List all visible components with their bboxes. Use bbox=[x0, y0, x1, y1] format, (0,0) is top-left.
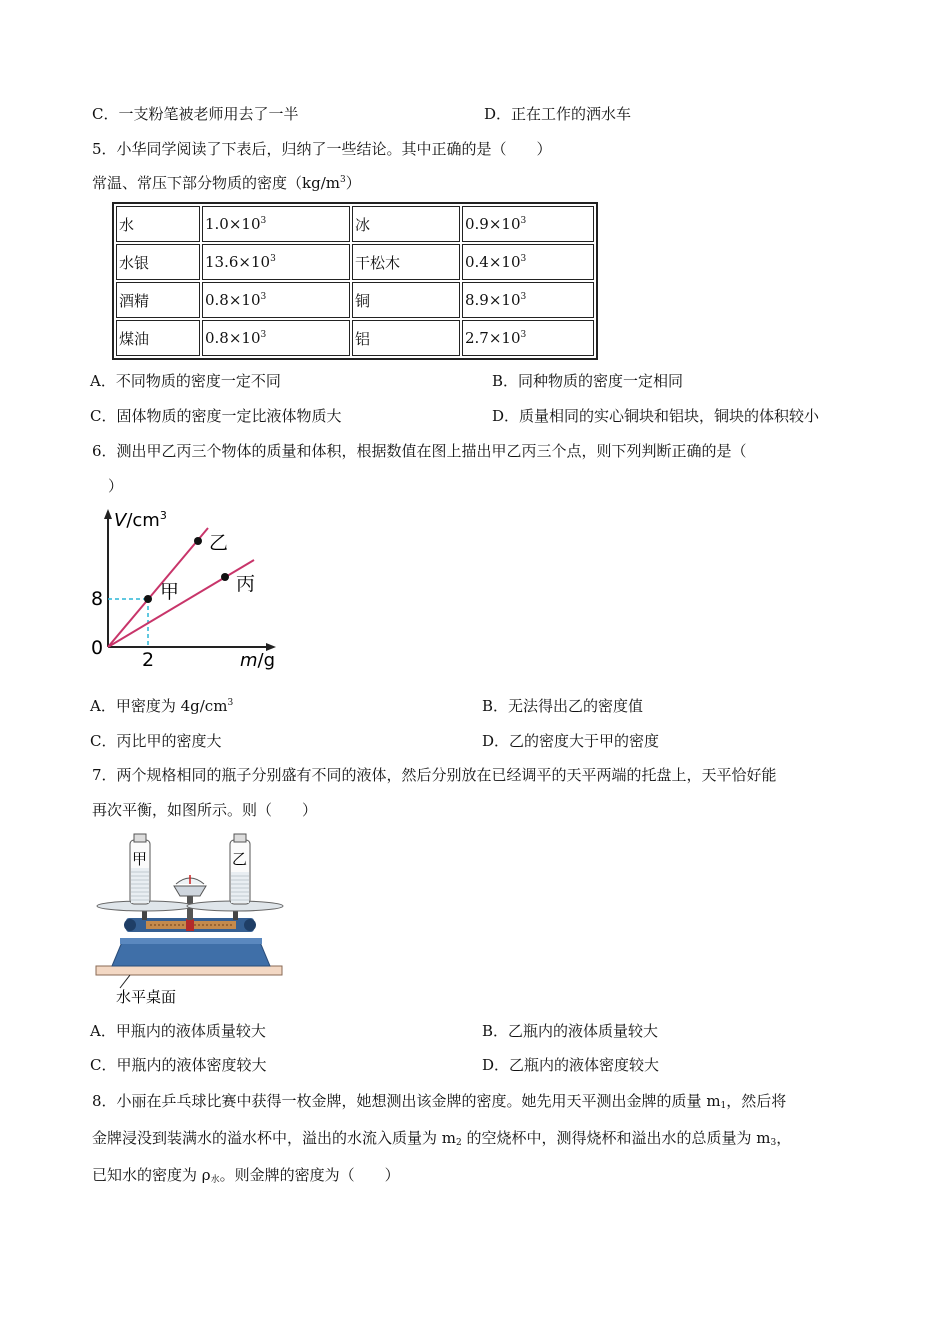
y-axis-arrow bbox=[104, 509, 112, 519]
q7-option-d: D．乙瓶内的液体密度较大 bbox=[482, 1056, 660, 1074]
rider bbox=[186, 919, 194, 931]
label-jia: 甲 bbox=[160, 581, 180, 603]
q7-option-c: C．甲瓶内的液体密度较大 bbox=[90, 1056, 267, 1074]
substance-name: 酒精 bbox=[116, 282, 200, 318]
point-bing bbox=[221, 573, 229, 581]
q8-stem-line3: 已知水的密度为 $\rho_水$。则金牌的密度为（ ） bbox=[92, 1166, 400, 1185]
q5-table-caption: 常温、常压下部分物质的密度$(kg/m^3)$ bbox=[92, 174, 361, 192]
table-surface bbox=[96, 966, 282, 975]
left-knob bbox=[124, 919, 136, 931]
x-tick-2: 2 bbox=[142, 649, 155, 671]
v-m-graph bbox=[84, 504, 284, 676]
bottle-right-liquid bbox=[231, 872, 249, 903]
density-value: $8.9\times 10^3$ bbox=[462, 282, 594, 318]
table-label: 水平桌面 bbox=[116, 988, 177, 1006]
q8-stem-line2: 金牌浸没到装满水的溢水杯中，溢出的水流入质量为 $m_2$ 的空烧杯中，测得烧杯和溢出水的总质量为 $m_3$， bbox=[92, 1129, 792, 1148]
q8-stem-line1: 8．小丽在乒乓球比赛中获得一枚金牌，她想测出该金牌的密度。她先用天平测出金牌的质量 $m_1$，然后将 bbox=[92, 1092, 787, 1111]
scale-base-top bbox=[120, 938, 262, 944]
q5-stem: 5．小华同学阅读了下表后，归纳了一些结论。其中正确的是（ ） bbox=[92, 140, 552, 158]
q7-stem-line2: 再次平衡，如图所示。则（ ） bbox=[92, 801, 318, 819]
q7-stem-line1: 7．两个规格相同的瓶子分别盛有不同的液体，然后分别放在已经调平的天平两端的托盘上，天平恰好能 bbox=[92, 766, 777, 784]
origin-label: 0 bbox=[91, 637, 104, 659]
density-table-row bbox=[116, 206, 594, 242]
density-value: $0.8\times 10^3$ bbox=[202, 282, 350, 318]
density-value: $0.8\times 10^3$ bbox=[202, 320, 350, 356]
density-table-row bbox=[116, 282, 594, 318]
q6-stem-line1: 6．测出甲乙丙三个物体的质量和体积，根据数值在图上描出甲乙丙三个点，则下列判断正确的是（ bbox=[92, 442, 747, 460]
substance-name: 干松木 bbox=[352, 244, 460, 280]
substance-name: 铝 bbox=[352, 320, 460, 356]
y-tick-8: 8 bbox=[91, 588, 104, 610]
line-bing bbox=[108, 560, 254, 647]
density-value: $0.9\times 10^3$ bbox=[462, 206, 594, 242]
indicator-dial bbox=[174, 886, 206, 896]
table-pointer-line bbox=[120, 975, 130, 988]
q7-option-b: B．乙瓶内的液体质量较大 bbox=[482, 1022, 659, 1040]
density-value: $2.7\times 10^3$ bbox=[462, 320, 594, 356]
q6-option-a: A．甲密度为 $4g/cm^3$ bbox=[90, 697, 234, 715]
substance-name: 水 bbox=[116, 206, 200, 242]
point-jia bbox=[144, 595, 152, 603]
bottle-left-liquid bbox=[131, 868, 149, 903]
substance-name: 铜 bbox=[352, 282, 460, 318]
y-axis-label: $V/cm^3$ bbox=[114, 509, 167, 531]
balance-scale-figure bbox=[90, 826, 290, 1010]
q6-option-d: D．乙的密度大于甲的密度 bbox=[482, 732, 660, 750]
q5-option-c: C．固体物质的密度一定比液体物质大 bbox=[90, 407, 342, 425]
scale-base bbox=[112, 942, 270, 966]
q4-option-c: C．一支粉笔被老师用去了一半 bbox=[92, 105, 299, 123]
substance-name: 煤油 bbox=[116, 320, 200, 356]
label-yi: 乙 bbox=[209, 532, 229, 554]
label-bing: 丙 bbox=[236, 573, 256, 595]
q5-option-d: D．质量相同的实心铜块和铝块，铜块的体积较小 bbox=[492, 407, 820, 425]
q7-option-a: A．甲瓶内的液体质量较大 bbox=[90, 1022, 266, 1040]
q6-stem-line2: ） bbox=[108, 477, 124, 495]
point-yi bbox=[194, 537, 202, 545]
x-axis-label: m/g bbox=[240, 650, 276, 671]
right-knob bbox=[244, 919, 256, 931]
q6-option-b: B．无法得出乙的密度值 bbox=[482, 697, 644, 715]
bottle-right-cap bbox=[234, 834, 246, 842]
bottle-left-label: 甲 bbox=[132, 850, 148, 868]
q5-option-b: B．同种物质的密度一定相同 bbox=[492, 372, 684, 390]
density-table bbox=[112, 202, 598, 360]
density-table-row bbox=[116, 320, 594, 356]
substance-name: 冰 bbox=[352, 206, 460, 242]
density-table-row bbox=[116, 244, 594, 280]
line-yi bbox=[108, 528, 208, 647]
substance-name: 水银 bbox=[116, 244, 200, 280]
bottle-left-cap bbox=[134, 834, 146, 842]
q6-option-c: C．丙比甲的密度大 bbox=[90, 732, 222, 750]
density-value: $13.6\times 10^3$ bbox=[202, 244, 350, 280]
q4-option-d: D．正在工作的洒水车 bbox=[484, 105, 632, 123]
q5-option-a: A．不同物质的密度一定不同 bbox=[90, 372, 281, 390]
density-value: $1.0\times 10^3$ bbox=[202, 206, 350, 242]
bottle-right-label: 乙 bbox=[232, 850, 248, 868]
density-value: $0.4\times 10^3$ bbox=[462, 244, 594, 280]
